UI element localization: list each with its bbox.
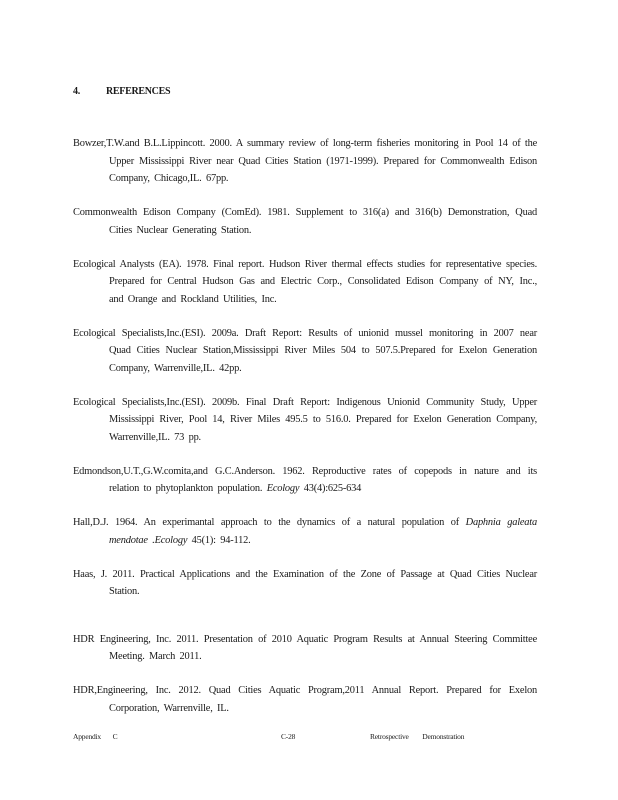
reference-list [73, 135, 537, 734]
reference-entry: Bowzer,T.W.and B.L.Lippincott. 2000. A summary review of long-term fisheries monitoring in Pool 14 of the Upper Mississippi River near Quad Cities Station (1971-1999). Prepared for Commonwealth Edison Company, Chicago,IL. 67pp. [73, 138, 537, 184]
section-number: 4. [73, 86, 80, 97]
reference-entry: Ecological Specialists,Inc.(ESI). 2009a. Draft Report: Results of unionid mussel monitoring in 2007 near Quad Cities Nuclear Station,Mississippi River Miles 504 to 507.5.Prepared for Exelon Generation Company, Warrenville,IL. 42pp. [73, 327, 537, 374]
reference-entry: Hall,D.J. 1964. An experimantal approach to the dynamics of a natural population of Daphnia galeata mendotae .Ecology 45(1): 94-112. [73, 517, 537, 546]
footer-page-number: C-28 [281, 732, 296, 741]
section-title: REFERENCES [106, 86, 171, 97]
footer-appendix: Appendix C [73, 732, 118, 741]
page-footer [0, 732, 618, 744]
footer-document-title: Retrospective Demonstration [370, 732, 465, 741]
species-journal-title: Daphnia galeata mendotae .Ecology [109, 517, 537, 546]
reference-entry: Commonwealth Edison Company (ComEd). 1981. Supplement to 316(a) and 316(b) Demonstration, Quad Cities Nuclear Generating Station. [73, 207, 537, 236]
reference-entry: Ecological Specialists,Inc.(ESI). 2009b. Final Draft Report: Indigenous Unionid Community Study, Upper Mississippi River, Pool 14, River Miles 495.5 to 516.0. Prepared for Exelon Generation Company, Warrenville,IL. 73 pp. [73, 396, 537, 443]
reference-entry: Edmondson,U.T.,G.W.comita,and G.C.Anderson. 1962. Reproductive rates of copepods in nature and its relation to phytoplankton population. Ecology 43(4):625-634 [73, 465, 537, 494]
reference-entry: HDR,Engineering, Inc. 2012. Quad Cities Aquatic Program,2011 Annual Report. Prepared for Exelon Corporation, Warrenville, IL. [73, 685, 537, 714]
reference-entry: Haas, J. 2011. Practical Applications and the Examination of the Zone of Passage at Quad Cities Nuclear Station. [73, 568, 537, 597]
reference-entry: HDR Engineering, Inc. 2011. Presentation of 2010 Aquatic Program Results at Annual Steering Committee Meeting. March 2011. [73, 633, 537, 662]
reference-entry: Ecological Analysts (EA). 1978. Final report. Hudson River thermal effects studies for representative species. Prepared for Central Hudson Gas and Electric Corp., Consolidated Edison Company of NY, Inc., and Orange and Rockland Utilities, Inc. [73, 258, 537, 305]
section-heading [73, 86, 170, 97]
journal-title: Ecology [266, 483, 300, 494]
